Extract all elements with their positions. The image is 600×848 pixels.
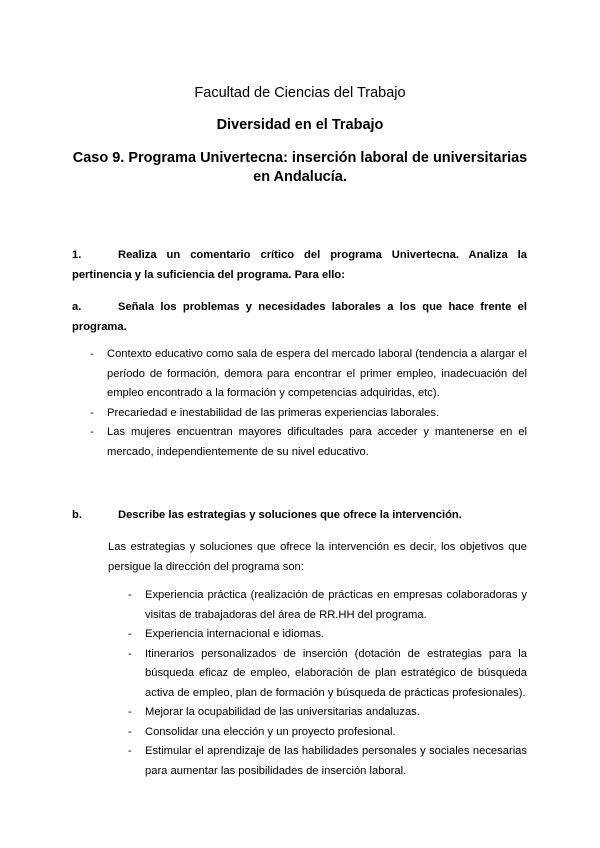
dash-bullet: - (128, 647, 132, 660)
question-1-number: 1. (72, 249, 82, 261)
dash-bullet: - (128, 745, 132, 757)
list-item (128, 586, 527, 625)
dash-bullet: - (128, 628, 132, 640)
section-b-intro: Las estrategias y soluciones que ofrece la intervención es decir, los objetivos que persigue la dirección del programa son: (108, 541, 527, 573)
dash-bullet: - (128, 706, 132, 718)
list-item-text: Estimular el aprendizaje de las habilidades personales y sociales necesarias para aumentar las posibilidades de inserción laboral. (145, 745, 527, 777)
list-item (128, 723, 527, 743)
dash-bullet: - (128, 725, 132, 738)
document-title: Diversidad en el Trabajo (216, 117, 384, 133)
dash-bullet: - (90, 348, 94, 360)
list-item-text: Itinerarios personalizados de inserción (dotación de estrategias para la búsqueda eficaz de empleo, elaboración de plan estratégico de búsqueda activa de empleo, plan de formación y búsqueda de prácticas profesionales). (145, 647, 527, 699)
section-b-list (128, 586, 527, 781)
dash-bullet: - (90, 426, 94, 438)
section-a-list (90, 345, 527, 462)
list-item (128, 703, 527, 723)
dash-bullet: - (90, 406, 94, 419)
list-item-text: Experiencia internacional e idiomas. (145, 628, 325, 640)
case-title: Caso 9. Programa Univertecna: inserción laboral de universitarias en Andalucía. (72, 150, 528, 185)
list-item-text: Consolidar una elección y un proyecto profesional. (145, 725, 396, 738)
list-item-text: Precariedad e inestabilidad de las primeras experiencias laborales. (107, 406, 440, 419)
list-item (128, 645, 527, 704)
question-1-text: Realiza un comentario crítico del programa Univertecna. Analiza la pertinencia y la suficiencia del programa. Para ello: (72, 249, 527, 281)
list-item (128, 742, 527, 781)
list-item-text: Experiencia práctica (realización de prácticas en empresas colaboradoras y visitas de trabajadoras del área de RR.HH del programa. (145, 589, 527, 621)
list-item (90, 345, 527, 404)
list-item (90, 404, 527, 424)
section-a-heading-text: Señala los problemas y necesidades laborales a los que hace frente el programa. (72, 301, 527, 333)
list-item (128, 625, 527, 645)
list-item-text: Mejorar la ocupabilidad de las universitarias andaluzas. (145, 706, 420, 718)
section-b-label: b. (72, 509, 82, 521)
section-a-heading (72, 297, 527, 337)
question-1 (72, 245, 527, 285)
list-item-text: Contexto educativo como sala de espera del mercado laboral (tendencia a alargar el período de formación, demora para encontrar el primer empleo, inadecuación del empleo encontrado a la formación y competencias adquiridas, etc). (107, 348, 527, 399)
section-b-heading (72, 505, 527, 525)
section-b-heading-text: Describe las estrategias y soluciones que ofrece la intervención. (118, 509, 462, 521)
list-item (90, 423, 527, 462)
faculty-name: Facultad de Ciencias del Trabajo (194, 85, 406, 101)
dash-bullet: - (128, 589, 132, 601)
section-a-label: a. (72, 301, 82, 313)
list-item-text: Las mujeres encuentran mayores dificultades para acceder y mantenerse en el mercado, independientemente de su nivel educativo. (107, 426, 527, 458)
